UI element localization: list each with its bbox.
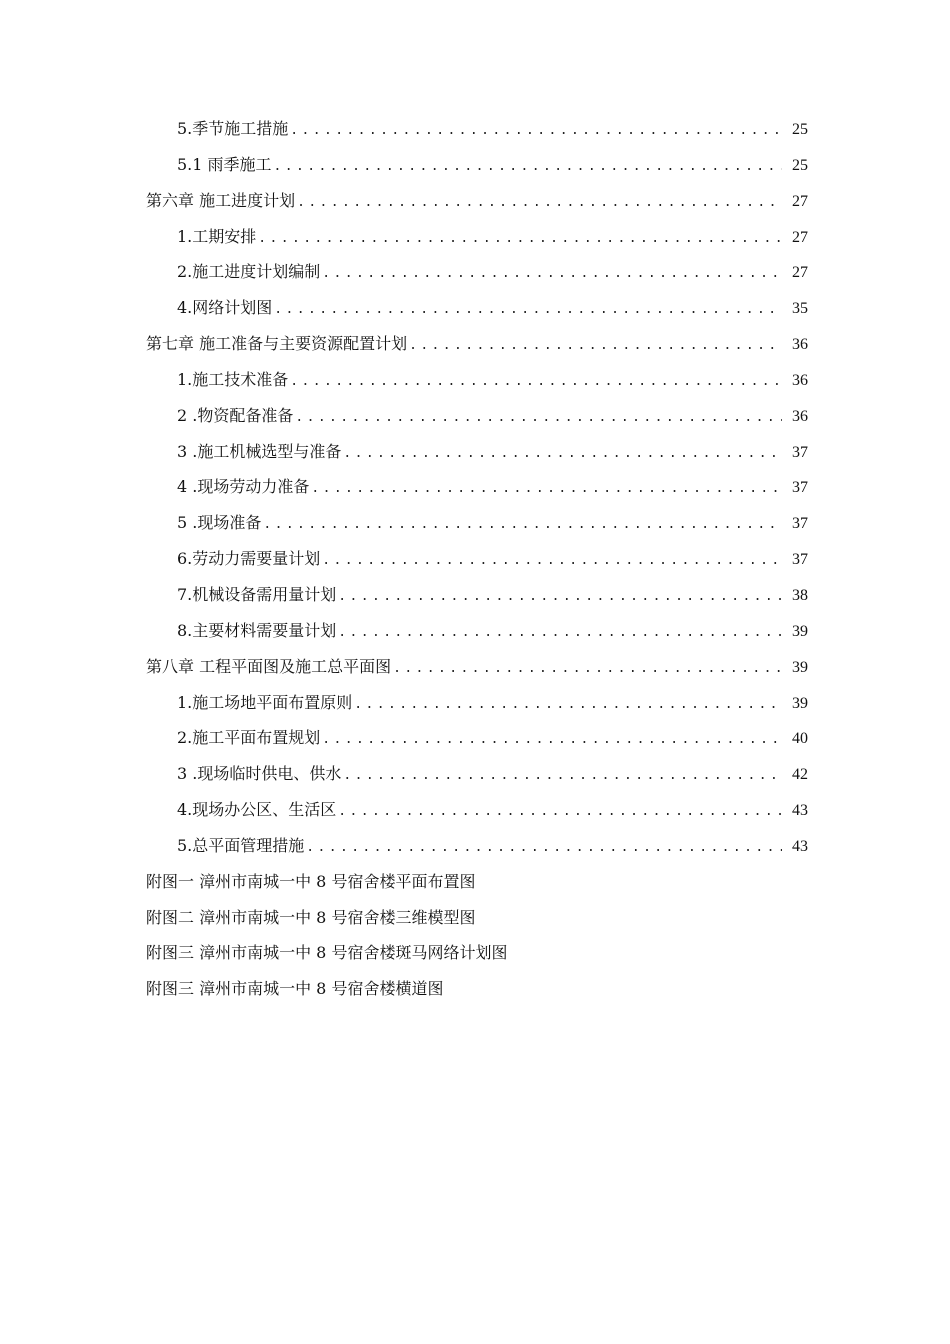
toc-entry-label: 5.季节施工措施 — [177, 119, 289, 138]
toc-page-number: 39 — [792, 658, 808, 676]
toc-page-number: 25 — [792, 156, 808, 174]
toc-page-number: 36 — [792, 407, 808, 425]
toc-page-number: 43 — [792, 802, 808, 820]
toc-entry[interactable] — [146, 434, 808, 470]
toc-entry[interactable] — [146, 756, 808, 792]
toc-chapter-entry[interactable] — [146, 326, 808, 362]
toc-entry[interactable] — [146, 685, 808, 721]
toc-dot-leader — [336, 579, 782, 615]
toc-dot-leader — [341, 436, 782, 472]
toc-appendix-label: 附图三 漳州市南城一中 8 号宿舍楼斑马网络计划图 — [146, 943, 508, 963]
toc-dot-leader — [304, 830, 782, 866]
toc-entry-label: 4.网络计划图 — [177, 298, 273, 318]
toc-page-number: 27 — [792, 192, 808, 210]
toc-page-number: 36 — [792, 371, 808, 389]
toc-entry-label: 4 .现场劳动力准备 — [177, 477, 310, 497]
toc-page-number: 38 — [792, 586, 808, 604]
toc-chapter-entry[interactable] — [146, 183, 808, 219]
toc-dot-leader — [336, 794, 782, 830]
toc-entry-label: 5.1 雨季施工 — [177, 154, 272, 174]
toc-entry[interactable] — [146, 792, 808, 828]
toc-appendix-entry[interactable] — [146, 900, 808, 936]
toc-appendix-entry[interactable] — [146, 864, 808, 900]
toc-dot-leader — [272, 149, 782, 185]
toc-entry[interactable] — [146, 613, 808, 649]
toc-page-number: 37 — [792, 551, 808, 569]
toc-entry[interactable] — [146, 362, 808, 398]
toc-page-number: 37 — [792, 515, 808, 533]
toc-entry-label: 7.机械设备需用量计划 — [177, 584, 337, 604]
toc-entry-label: 1.施工技术准备 — [177, 369, 289, 389]
toc-chapter-entry[interactable] — [146, 649, 808, 685]
toc-page-number: 37 — [792, 443, 808, 461]
toc-entry-label: 5.总平面管理措施 — [177, 835, 305, 855]
toc-dot-leader — [336, 615, 782, 651]
toc-dot-leader — [288, 364, 782, 400]
toc-entry-label: 第八章 工程平面图及施工总平面图 — [146, 656, 392, 676]
toc-entry[interactable] — [146, 398, 808, 434]
toc-appendix-label: 附图一 漳州市南城一中 8 号宿舍楼平面布置图 — [146, 871, 476, 891]
toc-entry-label: 2.施工进度计划编制 — [177, 262, 321, 282]
toc-entry-label: 第七章 施工准备与主要资源配置计划 — [146, 334, 408, 354]
toc-entry-label: 2 .物资配备准备 — [177, 405, 294, 425]
toc-dot-leader — [293, 400, 782, 436]
toc-page-number: 42 — [792, 766, 808, 784]
toc-page-number: 25 — [792, 121, 808, 138]
toc-dot-leader — [256, 221, 782, 257]
toc-appendix-entry[interactable] — [146, 971, 808, 1007]
toc-dot-leader — [320, 543, 782, 579]
toc-dot-leader — [288, 113, 782, 149]
toc-entry-label: 2.施工平面布置规划 — [177, 728, 321, 748]
toc-dot-leader — [341, 758, 782, 794]
toc-page-number: 37 — [792, 479, 808, 497]
toc-entry-label: 1.工期安排 — [177, 226, 257, 246]
toc-entry[interactable] — [146, 469, 808, 505]
toc-page-number: 43 — [792, 837, 808, 855]
toc-entry-label: 5 .现场准备 — [177, 513, 262, 533]
toc-dot-leader — [352, 687, 782, 723]
toc-appendix-label: 附图三 漳州市南城一中 8 号宿舍楼横道图 — [146, 979, 444, 999]
toc-page-number: 36 — [792, 336, 808, 354]
toc-page-number: 35 — [792, 300, 808, 318]
toc-entry-label: 4.现场办公区、生活区 — [177, 800, 337, 820]
table-of-contents — [146, 111, 808, 1007]
toc-entry-label: 第六章 施工进度计划 — [146, 190, 296, 210]
toc-entry-label: 6.劳动力需要量计划 — [177, 549, 321, 569]
toc-entry-label: 8.主要材料需要量计划 — [177, 620, 337, 640]
toc-entry[interactable] — [146, 290, 808, 326]
toc-entry[interactable] — [146, 219, 808, 255]
toc-entry[interactable] — [146, 577, 808, 613]
toc-page-number: 27 — [792, 264, 808, 282]
toc-page-number: 39 — [792, 622, 808, 640]
toc-entry-label: 3 .施工机械选型与准备 — [177, 441, 342, 461]
toc-dot-leader — [309, 471, 782, 507]
toc-dot-leader — [295, 185, 782, 221]
toc-entry[interactable] — [146, 541, 808, 577]
toc-dot-leader — [407, 328, 782, 364]
toc-dot-leader — [261, 507, 782, 543]
toc-page-number: 39 — [792, 694, 808, 712]
toc-entry-label: 3 .现场临时供电、供水 — [177, 764, 342, 784]
toc-entry[interactable] — [146, 254, 808, 290]
toc-dot-leader — [272, 292, 782, 328]
toc-appendix-label: 附图二 漳州市南城一中 8 号宿舍楼三维模型图 — [146, 907, 476, 927]
toc-entry[interactable] — [146, 147, 808, 183]
toc-dot-leader — [320, 722, 782, 758]
toc-entry-label: 1.施工场地平面布置原则 — [177, 692, 353, 712]
toc-appendix-entry[interactable] — [146, 935, 808, 971]
toc-entry[interactable] — [146, 828, 808, 864]
toc-dot-leader — [320, 256, 782, 292]
toc-entry[interactable] — [146, 111, 808, 147]
toc-page-number: 27 — [792, 228, 808, 246]
toc-dot-leader — [391, 651, 782, 687]
toc-entry[interactable] — [146, 505, 808, 541]
toc-entry[interactable] — [146, 720, 808, 756]
toc-page-number: 40 — [792, 730, 808, 748]
